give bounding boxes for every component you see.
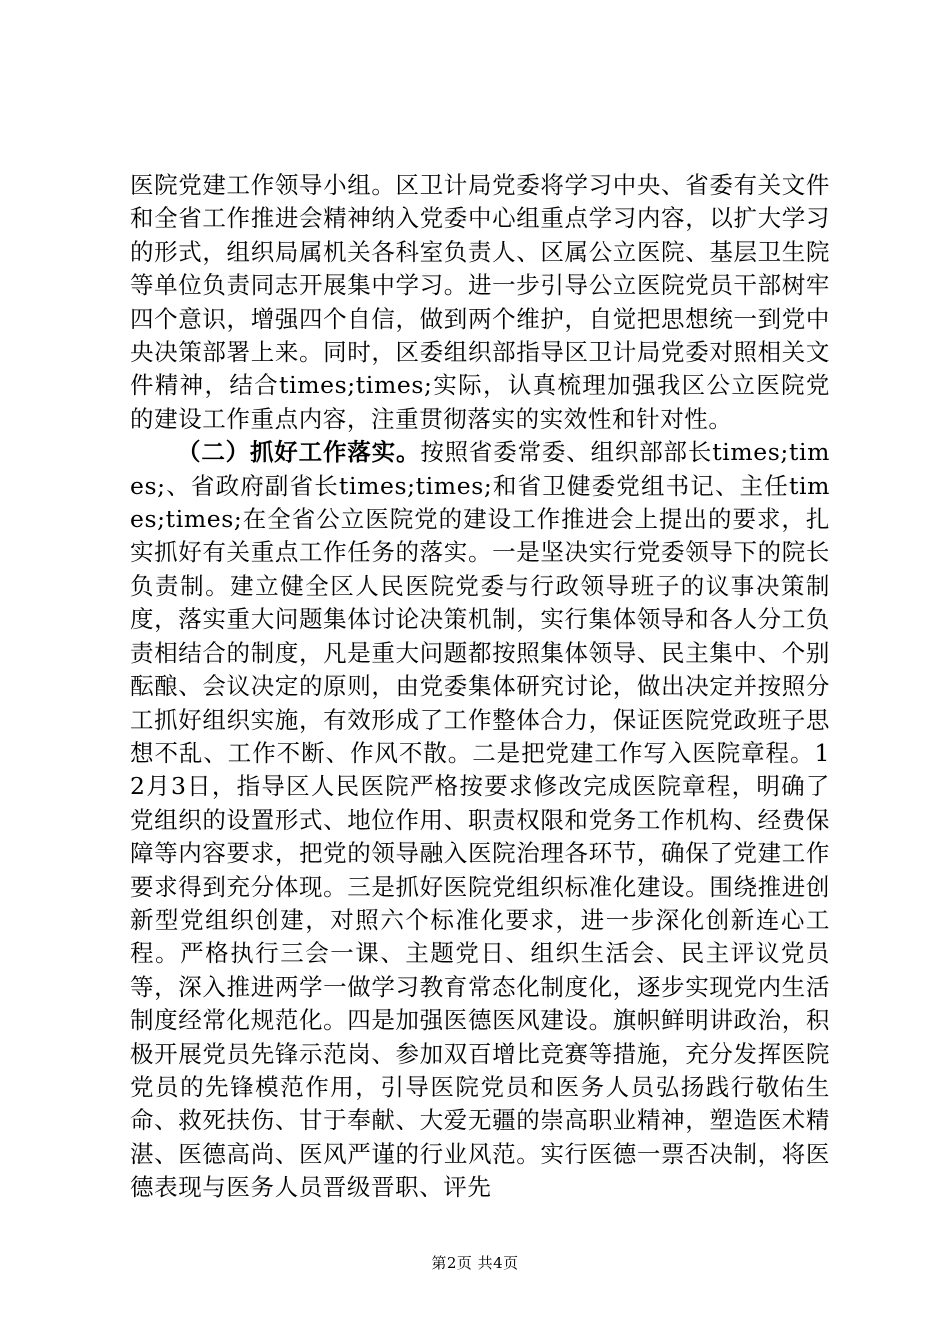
document-body (130, 169, 830, 1205)
paragraph-2 (130, 436, 830, 1204)
page-footer (0, 1253, 950, 1273)
paragraph-text: 医院党建工作领导小组。区卫计局党委将学习中央、省委有关文件和全省工作推进会精神纳入党委中心组重点学习内容，以扩大学习的形式，组织局属机关各科室负责人、区属公立医院、基层卫生院等单位负责同志开展集中学习。进一步引导公立医院党员干部树牢四个意识，增强四个自信，做到两个维护，自觉把思想统一到党中央决策部署上来。同时，区委组织部指导区卫计局党委对照相关文件精神，结合times;times;实际，认真梳理加强我区公立医院党的建设工作重点内容，注重贯彻落实的实效性和针对性。 (130, 171, 830, 433)
paragraph-heading: （二）抓好工作落实。 (177, 438, 421, 467)
paragraph-1 (130, 169, 830, 436)
page-number: 第2页 (431, 1254, 473, 1272)
page-total: 共4页 (477, 1254, 519, 1272)
paragraph-text: 按照省委常委、组织部部长times;times;、省政府副省长times;times;和省卫健委党组书记、主任times;times;在全省公立医院党的建设工作推进会上提出的要求，扎实抓好有关重点工作任务的落实。一是坚决实行党委领导下的院长负责制。建立健全区人民医院党委与行政领导班子的议事决策制度，落实重大问题集体讨论决策机制，实行集体领导和各人分工负责相结合的制度，凡是重大问题都按照集体领导、民主集中、个别酝酿、会议决定的原则，由党委集体研究讨论，做出决定并按照分工抓好组织实施，有效形成了工作整体合力，保证医院党政班子思想不乱、工作不断、作风不散。二是把党建工作写入医院章程。12月3日，指导区人民医院严格按要求修改完成医院章程，明确了党组织的设置形式、地位作用、职责权限和党务工作机构、经费保障等内容要求，把党的领导融入医院治理各环节，确保了党建工作要求得到充分体现。三是抓好医院党组织标准化建设。围绕推进创新型党组织创建，对照六个标准化要求，进一步深化创新连心工程。严格执行三会一课、主题党日、组织生活会、民主评议党员等，深入推进两学一做学习教育常态化制度化，逐步实现党内生活制度经常化规范化。四是加强医德医风建设。旗帜鲜明讲政治，积极开展党员先锋示范岗、参加双百增比竞赛等措施，充分发挥医院党员的先锋模范作用，引导医院党员和医务人员弘扬践行敬佑生命、救死扶伤、甘于奉献、大爱无疆的崇高职业精神，塑造医术精湛、医德高尚、医风严谨的行业风范。实行医德一票否决制，将医德表现与医务人员晋级晋职、评先 (130, 438, 830, 1202)
